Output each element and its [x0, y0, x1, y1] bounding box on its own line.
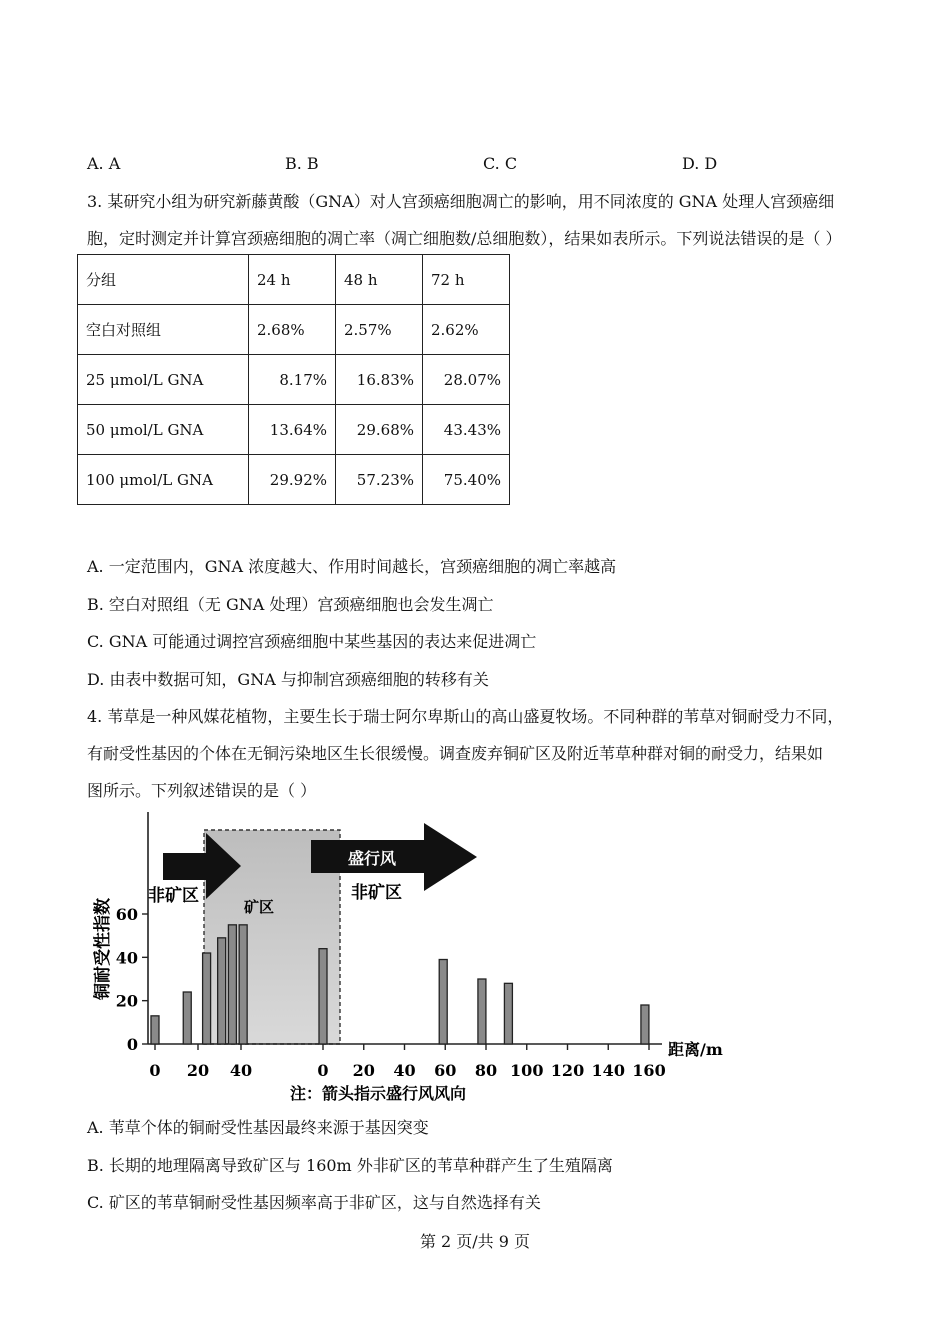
x-tick-label: 60 — [434, 1061, 457, 1080]
q3-option-c: C. GNA 可能通过调控宫颈癌细胞中某些基因的表达来促进凋亡 — [87, 632, 537, 651]
table-cell: 43.43% — [423, 405, 510, 455]
table-cell: 28.07% — [423, 355, 510, 405]
q3-option-a: A. 一定范围内，GNA 浓度越大、作用时间越长，宫颈癌细胞的凋亡率越高 — [87, 557, 617, 576]
y-tick-label: 40 — [115, 948, 138, 968]
q4-stem-line2: 有耐受性基因的个体在无铜污染地区生长很缓慢。调查废弃铜矿区及附近苇草种群对铜的耐受力，结果如 — [87, 744, 824, 763]
non-mine-left-label: 非矿区 — [148, 886, 199, 906]
page-footer: 第 2 页/共 9 页 — [419, 1232, 531, 1251]
table-cell: 8.17% — [249, 355, 336, 405]
chart-bar — [319, 949, 327, 1044]
x-tick-label: 0 — [149, 1061, 161, 1080]
prev-option-c: C. C — [483, 154, 518, 173]
x-tick-label: 40 — [229, 1061, 253, 1080]
y-tick-label: 60 — [115, 905, 138, 924]
table-cell: 29.92% — [249, 455, 336, 505]
q3-option-b: B. 空白对照组（无 GNA 处理）宫颈癌细胞也会发生凋亡 — [87, 595, 494, 614]
chart-bar — [151, 1016, 159, 1044]
chart-bar — [641, 1005, 649, 1044]
table-cell: 16.83% — [336, 355, 423, 405]
table-cell: 57.23% — [336, 455, 423, 505]
table-cell: 50 μmol/L GNA — [78, 405, 249, 455]
table-cell: 75.40% — [423, 455, 510, 505]
chart-bar — [504, 983, 512, 1044]
q4-stem-line1: 4. 苇草是一种风媒花植物，主要生长于瑞士阿尔卑斯山的高山盛夏牧场。不同种群的苇草对铜耐受力不同， — [87, 707, 844, 726]
chart-bar — [239, 925, 247, 1044]
non-mine-right-label: 非矿区 — [351, 883, 402, 903]
table-cell: 29.68% — [336, 405, 423, 455]
table-cell: 2.57% — [336, 305, 423, 355]
chart-note: 注：箭头指示盛行风风向 — [290, 1084, 467, 1103]
y-axis-label: 铜耐受性指数 — [93, 898, 113, 1000]
y-tick-label: 20 — [115, 991, 138, 1011]
x-tick-label: 40 — [393, 1061, 416, 1080]
table-cell: 13.64% — [249, 405, 336, 455]
table-cell: 100 μmol/L GNA — [78, 455, 249, 505]
q4-stem-line3: 图所示。下列叙述错误的是（ ） — [87, 781, 317, 800]
x-tick-label: 140 — [591, 1061, 625, 1080]
q3-stem-line2: 胞，定时测定并计算宫颈癌细胞的凋亡率（凋亡细胞数/总细胞数），结果如表所示。下列说法错误的是（ ） — [87, 229, 842, 248]
prev-option-a: A. A — [87, 154, 121, 173]
q3-stem-line1: 3. 某研究小组为研究新藤黄酸（GNA）对人宫颈癌细胞凋亡的影响，用不同浓度的 GNA 处理人宫颈癌细 — [87, 192, 835, 211]
table-header-cell: 24 h — [249, 255, 336, 305]
table-header-cell: 分组 — [78, 255, 249, 305]
chart-bar — [228, 925, 236, 1044]
x-tick-label: 0 — [317, 1061, 329, 1080]
table-cell: 空白对照组 — [78, 305, 249, 355]
chart-bar — [439, 960, 447, 1045]
chart-bar — [218, 938, 226, 1044]
table-header-cell: 48 h — [336, 255, 423, 305]
q3-option-d: D. 由表中数据可知，GNA 与抑制宫颈癌细胞的转移有关 — [87, 670, 489, 689]
q4-option-b: B. 长期的地理隔离导致矿区与 160m 外非矿区的苇草种群产生了生殖隔离 — [87, 1156, 613, 1175]
wind-label: 盛行风 — [348, 849, 397, 868]
table-header-cell: 72 h — [423, 255, 510, 305]
x-tick-label: 100 — [510, 1061, 544, 1080]
table-cell: 2.62% — [423, 305, 510, 355]
chart-bar — [203, 953, 211, 1044]
table-cell: 2.68% — [249, 305, 336, 355]
x-axis-label: 距离/m — [668, 1040, 723, 1059]
x-tick-label: 20 — [186, 1061, 210, 1080]
x-tick-label: 20 — [352, 1061, 375, 1080]
prev-option-d: D. D — [682, 154, 718, 173]
chart-bar — [183, 992, 191, 1044]
q4-option-c: C. 矿区的苇草铜耐受性基因频率高于非矿区，这与自然选择有关 — [87, 1193, 541, 1212]
mine-label: 矿区 — [244, 898, 275, 916]
x-tick-label: 120 — [550, 1061, 585, 1080]
x-tick-label: 160 — [632, 1061, 666, 1080]
prev-option-b: B. B — [285, 154, 319, 173]
table-cell: 25 μmol/L GNA — [78, 355, 249, 405]
y-tick-label: 0 — [126, 1035, 138, 1054]
chart-bar — [478, 979, 486, 1044]
q4-option-a: A. 苇草个体的铜耐受性基因最终来源于基因突变 — [87, 1118, 429, 1137]
x-tick-label: 80 — [474, 1061, 498, 1080]
